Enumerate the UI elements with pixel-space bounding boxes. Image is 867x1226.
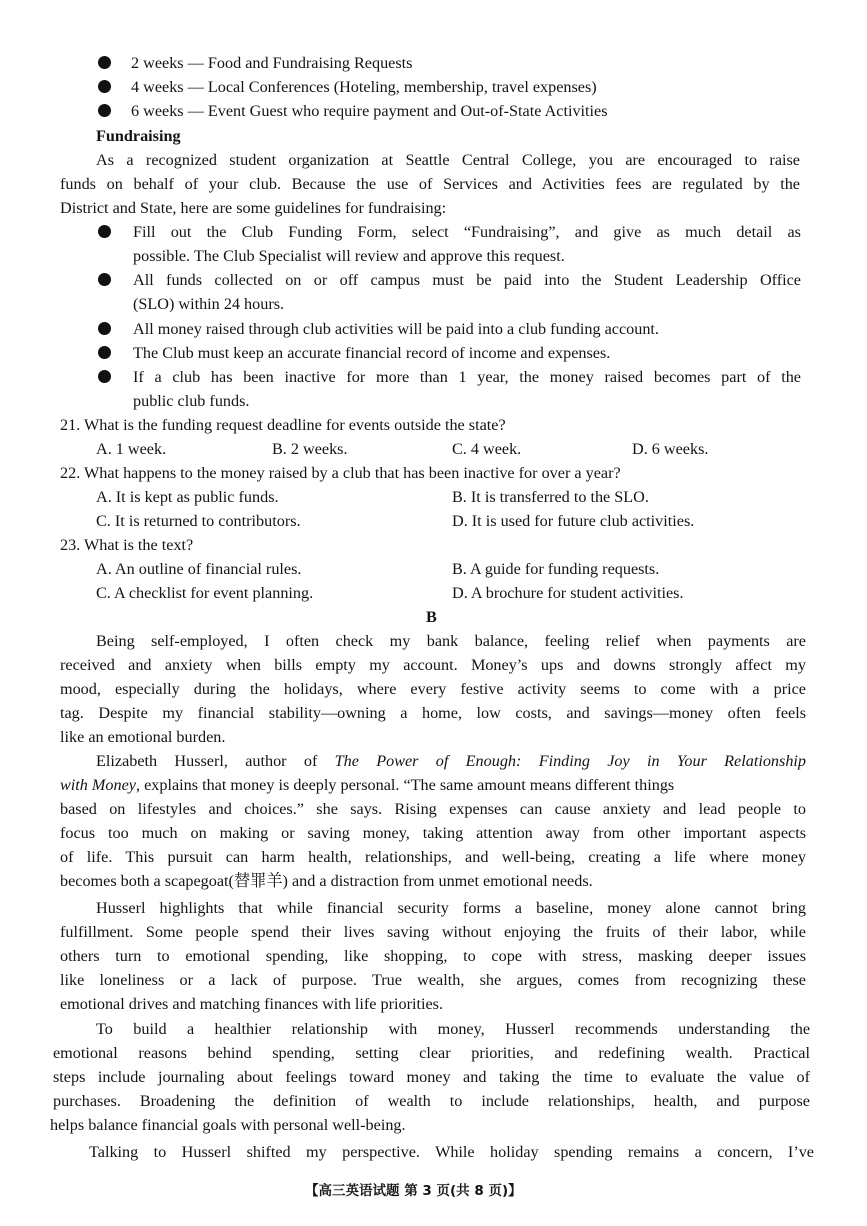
question-stem: 22. What happens to the money raised by a club that has been inactive for over a year?	[60, 464, 621, 482]
guideline-line: All funds collected on or off campus must be paid into the Student Leadership Office	[133, 271, 801, 289]
answer-option: D. A brochure for student activities.	[452, 584, 684, 602]
intro-line: As a recognized student organization at Seattle Central College, you are encouraged to raise	[96, 151, 800, 169]
passage-line: Talking to Husserl shifted my perspective. While holiday spending remains a concern, I’ve	[89, 1143, 814, 1161]
passage-line: focus too much on making or saving money, taking attention away from other important aspects	[60, 824, 806, 842]
page-footer: 【高三英语试题 第 3 页(共 8 页)】	[305, 1183, 522, 1199]
guideline-line: If a club has been inactive for more than 1 year, the money raised becomes part of the	[133, 368, 801, 386]
passage-line: mood, especially during the holidays, where every festive activity seems to come with a price	[60, 680, 806, 698]
answer-option: C. 4 week.	[452, 440, 522, 458]
bullet-icon	[98, 56, 111, 69]
guideline-line: (SLO) within 24 hours.	[133, 295, 285, 313]
guideline-line: possible. The Club Specialist will review and approve this request.	[133, 247, 565, 265]
answer-option: A. An outline of financial rules.	[96, 560, 302, 578]
guideline-line: All money raised through club activities will be paid into a club funding account.	[133, 320, 659, 338]
passage-line: To build a healthier relationship with money, Husserl recommends understanding the	[96, 1020, 810, 1038]
deadline-item: 2 weeks — Food and Fundraising Requests	[131, 54, 413, 72]
passage-line: emotional drives and matching finances with life priorities.	[60, 995, 443, 1013]
intro-line: District and State, here are some guidelines for fundraising:	[60, 199, 447, 217]
guideline-line: public club funds.	[133, 392, 250, 410]
passage-line: like an emotional burden.	[60, 728, 226, 746]
passage-line: emotional reasons behind spending, setting clear priorities, and redefining wealth. Practical	[53, 1044, 810, 1062]
answer-option: B. A guide for funding requests.	[452, 560, 660, 578]
intro-line: funds on behalf of your club. Because the use of Services and Activities fees are regulated by the	[60, 175, 800, 193]
bullet-icon	[98, 273, 111, 286]
answer-option: A. 1 week.	[96, 440, 167, 458]
bullet-icon	[98, 370, 111, 383]
passage-line: tag. Despite my financial stability—owning a home, low costs, and savings—money often feels	[60, 704, 806, 722]
bullet-icon	[98, 346, 111, 359]
question-stem: 21. What is the funding request deadline for events outside the state?	[60, 416, 506, 434]
bullet-icon	[98, 80, 111, 93]
passage-line: purchases. Broadening the definition of wealth to include relationships, health, and purpose	[53, 1092, 810, 1110]
answer-option: D. It is used for future club activities.	[452, 512, 695, 530]
bullet-icon	[98, 104, 111, 117]
question-stem: 23. What is the text?	[60, 536, 194, 554]
passage-line: like loneliness or a lack of purpose. True wealth, she argues, comes from recognizing these	[60, 971, 806, 989]
passage-line: others turn to emotional spending, like shopping, to cope with stress, masking deeper issues	[60, 947, 806, 965]
bullet-icon	[98, 322, 111, 335]
passage-line: steps include journaling about feelings toward money and taking the time to evaluate the value of	[53, 1068, 810, 1086]
passage-line: received and anxiety when bills empty my account. Money’s ups and downs strongly affect my	[60, 656, 806, 674]
passage-line	[60, 774, 806, 796]
answer-option: B. 2 weeks.	[272, 440, 348, 458]
passage-line	[96, 750, 806, 772]
book-title: The Power of Enough: Finding Joy in Your Relationship	[334, 752, 807, 770]
passage-line: Husserl highlights that while financial security forms a baseline, money alone cannot bring	[96, 899, 806, 917]
section-label: B	[426, 608, 437, 626]
passage-text: Elizabeth Husserl, author of	[96, 752, 335, 770]
passage-text: , explains that money is deeply personal. “The same amount means different things	[135, 776, 675, 794]
answer-option: B. It is transferred to the SLO.	[452, 488, 649, 506]
passage-line: based on lifestyles and choices.” she says. Rising expenses can cause anxiety and lead people to	[60, 800, 806, 818]
answer-option: A. It is kept as public funds.	[96, 488, 279, 506]
passage-line: becomes both a scapegoat(替罪羊) and a distraction from unmet emotional needs.	[60, 872, 593, 890]
passage-line: of life. This pursuit can harm health, relationships, and well-being, creating a life where money	[60, 848, 806, 866]
guideline-line: Fill out the Club Funding Form, select “Fundraising”, and give as much detail as	[133, 223, 801, 241]
answer-option: D. 6 weeks.	[632, 440, 709, 458]
answer-option: C. A checklist for event planning.	[96, 584, 314, 602]
guideline-line: The Club must keep an accurate financial record of income and expenses.	[133, 344, 611, 362]
section-heading: Fundraising	[96, 127, 181, 145]
book-title: with Money	[60, 776, 136, 794]
passage-line: helps balance financial goals with personal well-being.	[50, 1116, 406, 1134]
passage-line: fulfillment. Some people spend their lives saving without enjoying the fruits of their labor, while	[60, 923, 806, 941]
passage-line: Being self-employed, I often check my bank balance, feeling relief when payments are	[96, 632, 806, 650]
deadline-item: 6 weeks — Event Guest who require payment and Out-of-State Activities	[131, 102, 608, 120]
deadline-item: 4 weeks — Local Conferences (Hoteling, membership, travel expenses)	[131, 78, 597, 96]
answer-option: C. It is returned to contributors.	[96, 512, 301, 530]
bullet-icon	[98, 225, 111, 238]
